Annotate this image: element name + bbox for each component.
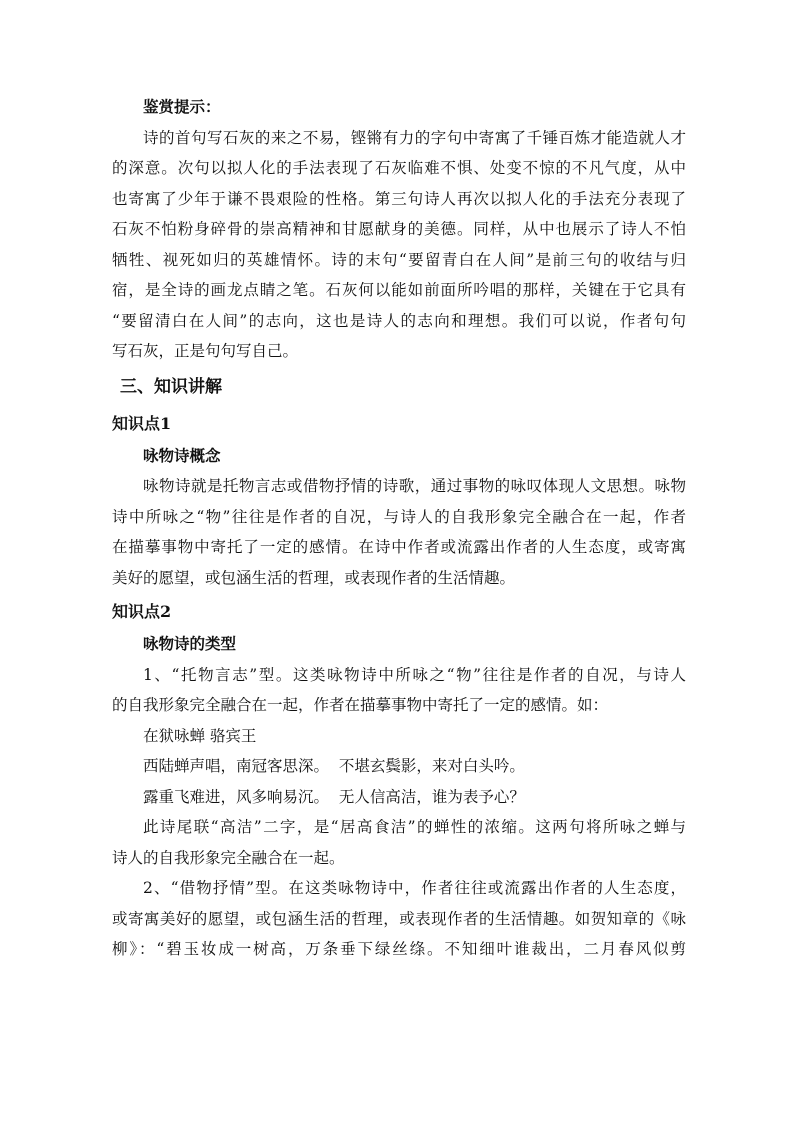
paragraph-line: 1、“托物言志”型。这类咏物诗中所咏之“物”往往是作者的自况，与诗人 xyxy=(143,665,686,684)
paragraph-line: 的自我形象完全融合在一起，作者在描摹事物中寄托了一定的感情。如： xyxy=(112,696,609,714)
knowledge-point-2-subheading: 咏物诗的类型 xyxy=(143,634,237,653)
paragraph-line: 2、“借物抒情”型。在这类咏物诗中，作者往往或流露出作者的人生态度， xyxy=(143,879,686,897)
appreciation-heading: 鉴赏提示： xyxy=(143,97,221,116)
knowledge-point-1-title: 知识点1 xyxy=(112,413,172,433)
poem-comment-paragraph xyxy=(112,812,686,873)
poem-title: 在狱咏蝉 骆宾王 xyxy=(143,726,257,745)
paragraph-line: 诗人的自我形象完全融合在一起。 xyxy=(112,848,345,867)
knowledge-point-1-paragraph xyxy=(112,471,686,593)
knowledge-point-2-title: 知识点2 xyxy=(112,602,172,621)
paragraph-line: 在描摹事物中寄托了一定的感情。在诗中作者或流露出作者的人生态度，或寄寓 xyxy=(112,538,686,556)
paragraph-line: “要留清白在人间”的志向，这也是诗人的志向和理想。我们可以说，作者句句 xyxy=(112,311,686,330)
paragraph-line: 石灰不怕粉身碎骨的崇高精神和甘愿献身的美德。同样，从中也展示了诗人不怕 xyxy=(112,220,686,238)
paragraph-line: 此诗尾联“高洁”二字，是“居高食洁”的蝉性的浓缩。这两句将所咏之蝉与 xyxy=(143,818,686,836)
paragraph-line: 咏物诗就是托物言志或借物抒情的诗歌，通过事物的咏叹体现人文思想。咏物 xyxy=(143,477,686,495)
type1-paragraph xyxy=(112,660,686,721)
appreciation-paragraph xyxy=(112,123,686,367)
paragraph-line: 牺牲、视死如归的英雄情怀。诗的末句“要留青白在人间”是前三句的收结与归 xyxy=(112,250,686,269)
document-page xyxy=(112,92,686,965)
paragraph-line: 写石灰，正是句句写自己。 xyxy=(112,342,299,360)
paragraph-line: 美好的愿望，或包涵生活的哲理，或表现作者的生活情趣。 xyxy=(112,568,516,587)
poem-line: 西陆蝉声唱，南冠客思深。 不堪玄鬓影，来对白头吟。 xyxy=(143,757,525,775)
poem-line: 露重飞难进，风多响易沉。 无人信高洁，谁为表予心？ xyxy=(143,787,525,806)
paragraph-line: 诗的首句写石灰的来之不易，铿锵有力的字句中寄寓了千锤百炼才能造就人才 xyxy=(143,128,686,147)
paragraph-line: 柳》：“碧玉妆成一树高，万条垂下绿丝绦。不知细叶谁裁出，二月春风似剪 xyxy=(112,940,686,958)
paragraph-line: 诗中所咏之“物”往往是作者的自况，与诗人的自我形象完全融合在一起，作者 xyxy=(112,507,686,526)
section-title: 三、知识讲解 xyxy=(120,376,222,397)
paragraph-line: 也寄寓了少年于谦不畏艰险的性格。第三句诗人再次以拟人化的手法充分表现了 xyxy=(112,189,686,208)
type2-paragraph xyxy=(112,873,686,965)
knowledge-point-1-subheading: 咏物诗概念 xyxy=(143,445,221,465)
paragraph-line: 或寄寓美好的愿望，或包涵生活的哲理，或表现作者的生活情趣。如贺知章的《咏 xyxy=(112,909,686,928)
paragraph-line: 宿，是全诗的画龙点睛之笔。石灰何以能如前面所吟唱的那样，关键在于它具有 xyxy=(112,281,686,299)
paragraph-line: 的深意。次句以拟人化的手法表现了石灰临难不惧、处变不惊的不凡气度，从中 xyxy=(112,159,686,177)
